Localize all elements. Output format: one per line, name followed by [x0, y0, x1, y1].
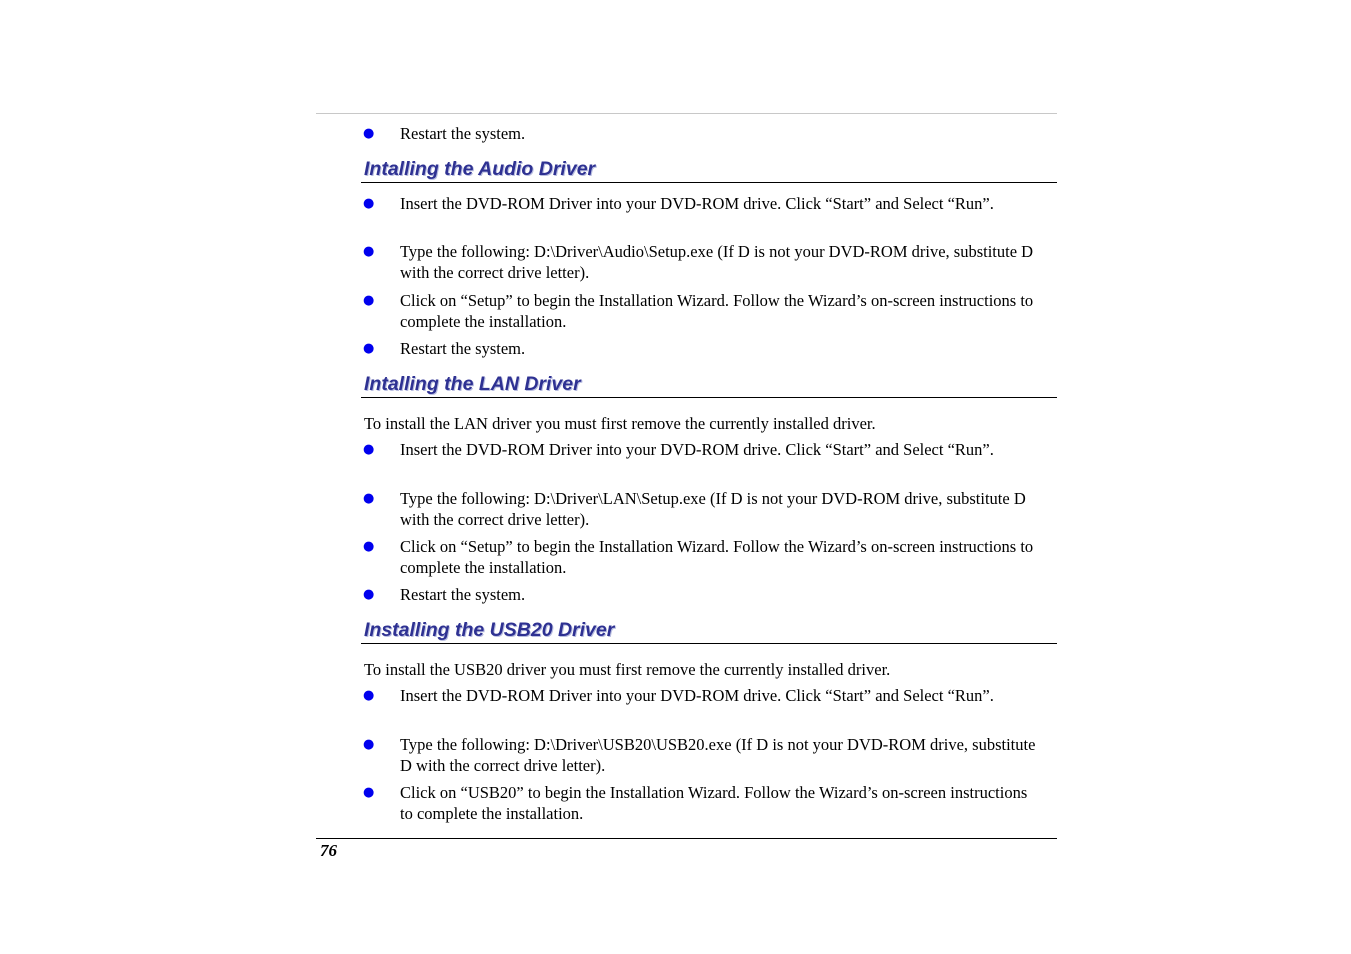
list-item-text: Click on “Setup” to begin the Installation Wizard. Follow the Wizard’s on-screen instructions to complete the installation.	[400, 291, 1034, 331]
list-item	[363, 194, 1043, 215]
bullet-icon: ●	[363, 539, 375, 554]
bullet-icon: ●	[363, 587, 375, 602]
list-item	[363, 783, 1043, 824]
section-heading-usb	[361, 618, 1057, 644]
list-item-text: Type the following: D:\Driver\USB20\USB20.exe (If D is not your DVD-ROM drive, substitute D with the correct drive letter).	[400, 735, 1036, 775]
section-heading-text: Installing the USB20 Driver	[364, 619, 615, 641]
bullet-icon: ●	[363, 491, 375, 506]
section-intro-lan: To install the LAN driver you must first remove the currently installed driver.	[364, 414, 876, 433]
bullet-icon: ●	[363, 293, 375, 308]
bullet-icon: ●	[363, 785, 375, 800]
list-item	[363, 686, 1043, 707]
bullet-icon: ●	[363, 341, 375, 356]
list-item-text: Type the following: D:\Driver\LAN\Setup.exe (If D is not your DVD-ROM drive, substitute D with the correct drive letter).	[400, 489, 1026, 529]
list-item-text: Restart the system.	[400, 339, 526, 358]
list-item-text: Insert the DVD-ROM Driver into your DVD-ROM drive. Click “Start” and Select “Run”.	[400, 686, 994, 705]
footer-rule	[316, 838, 1057, 839]
bullet-icon: ●	[363, 126, 375, 141]
list-item	[363, 339, 1043, 360]
section-heading-audio	[361, 157, 1057, 183]
list-item	[363, 489, 1043, 530]
list-item-text: Click on “USB20” to begin the Installation Wizard. Follow the Wizard’s on-screen instructions to complete the installation.	[400, 783, 1028, 823]
bullet-icon: ●	[363, 244, 375, 259]
list-item	[363, 440, 1043, 461]
list-item-text: Restart the system.	[400, 585, 526, 604]
header-rule	[316, 113, 1057, 114]
section-heading-lan	[361, 372, 1057, 398]
bullet-icon: ●	[363, 196, 375, 211]
list-item	[363, 585, 1043, 606]
section-intro-usb: To install the USB20 driver you must first remove the currently installed driver.	[364, 660, 891, 679]
list-item	[363, 735, 1043, 776]
list-item	[363, 242, 1043, 283]
list-item-text: Type the following: D:\Driver\Audio\Setup.exe (If D is not your DVD-ROM drive, substitute D with the correct drive letter).	[400, 242, 1034, 282]
section-heading-text: Intalling the LAN Driver	[364, 373, 581, 395]
bullet-icon: ●	[363, 688, 375, 703]
list-item	[363, 124, 1043, 145]
list-item-text: Click on “Setup” to begin the Installation Wizard. Follow the Wizard’s on-screen instructions to complete the installation.	[400, 537, 1034, 577]
bullet-icon: ●	[363, 737, 375, 752]
page-number: 76	[320, 841, 337, 860]
list-item	[363, 537, 1043, 578]
list-item-text: Restart the system.	[400, 124, 526, 143]
list-item-text: Insert the DVD-ROM Driver into your DVD-ROM drive. Click “Start” and Select “Run”.	[400, 440, 994, 459]
list-item	[363, 291, 1043, 332]
bullet-icon: ●	[363, 442, 375, 457]
list-item-text: Insert the DVD-ROM Driver into your DVD-ROM drive. Click “Start” and Select “Run”.	[400, 194, 994, 213]
section-heading-text: Intalling the Audio Driver	[364, 158, 596, 180]
